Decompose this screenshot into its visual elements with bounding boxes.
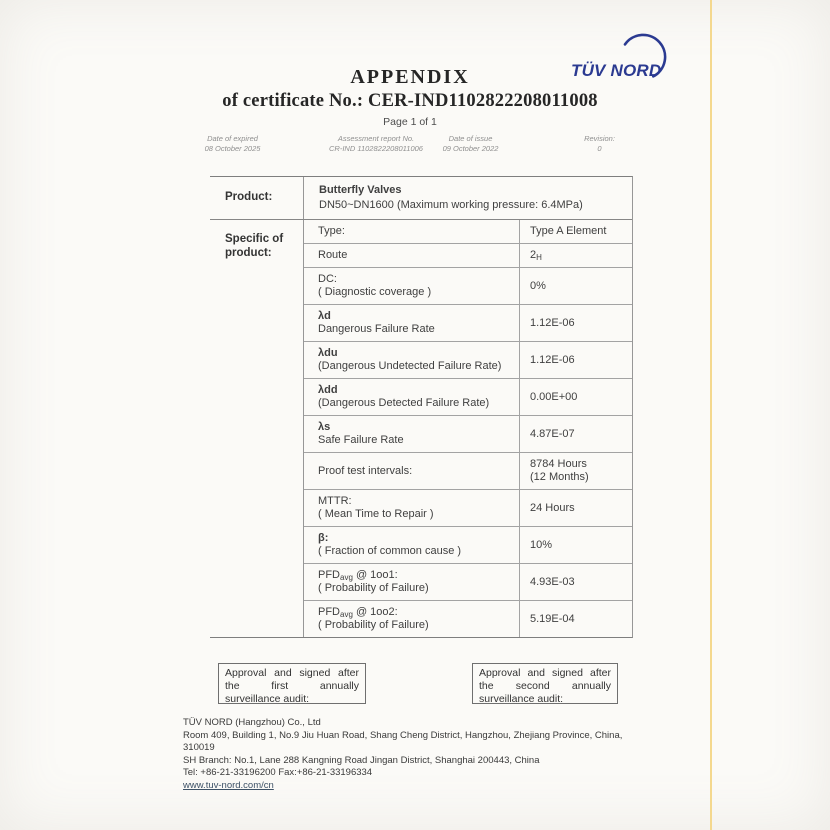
param-desc: ( Probability of Failure) [318,619,429,631]
param-cell [304,220,519,243]
param-desc: ( Mean Time to Repair ) [318,508,434,520]
param-cell [304,601,519,637]
spec-rows [303,220,632,637]
table-row [304,379,632,416]
table-row [304,268,632,305]
value-text: Type A Element [530,225,607,237]
meta-revision [542,134,657,153]
value-text: 0.00E+00 [530,390,578,403]
value-cell [519,342,632,378]
meta-date-expired [170,134,295,153]
param-desc: (Dangerous Undetected Failure Rate) [318,360,502,372]
param-desc: ( Probability of Failure) [318,582,429,594]
value-cell [519,601,632,637]
param-cell [304,244,519,267]
product-description: DN50~DN1600 (Maximum working pressure: 6.4MPa) [319,199,583,211]
param-desc: Dangerous Failure Rate [318,323,435,335]
param-name: $PFD_{avg}$ @ 1oo1: [318,569,398,582]
value-cell [519,490,632,526]
page-number: Page 1 of 1 [383,116,437,128]
product-cell [303,177,632,219]
logo-text: TÜV NORD [571,61,662,80]
approval-box-second-audit: Approval and signed after the second annually surveillance audit: [472,663,618,704]
appendix-title: APPENDIX [350,66,470,88]
param-desc: Safe Failure Rate [318,434,404,446]
table-row [304,490,632,527]
param-name: Type: [318,225,345,237]
param-cell [304,416,519,452]
specific-label: Specific of product: [225,233,284,259]
meta-value: CR-IND 1102822208011006 [329,143,423,153]
footer [183,717,643,793]
footer-website-link[interactable]: www.tuv-nord.com/cn [183,779,274,791]
footer-phone: Tel: +86-21-33196200 Fax:+86-21-33196334 [183,767,373,779]
param-cell [304,305,519,341]
meta-date-issue [408,134,533,153]
param-cell [304,268,519,304]
value-text: 0% [530,279,546,292]
scan-artifact-line [710,0,712,830]
product-name: Butterfly Valves [319,184,402,196]
meta-label: Assessment report No. [337,134,415,143]
footer-address-2: SH Branch: No.1, Lane 288 Kangning Road Jingan District, Shanghai 200443, China [183,754,540,766]
param-cell [304,564,519,600]
specific-section [210,220,632,637]
param-name: $PFD_{avg}$ @ 1oo2: [318,606,398,619]
value-text: 8784 Hours [530,458,587,470]
footer-address-1: Room 409, Building 1, No.9 Jiu Huan Road, Shang Cheng District, Hangzhou, Zhejiang Province, China, 310019 [183,729,623,754]
param-name: β: [318,532,329,544]
param-desc: ( Diagnostic coverage ) [318,286,432,298]
table-row [304,601,632,637]
value-text: 10% [530,538,553,551]
title-block [150,66,670,128]
value-cell [519,305,632,341]
table-row [304,305,632,342]
value-cell [519,453,632,489]
param-name: Proof test intervals: [318,464,413,477]
value-text: 24 Hours [530,501,575,514]
value-text: 4.87E-07 [530,427,575,440]
table-row [304,220,632,244]
value-text: 1.12E-06 [530,316,575,329]
param-desc: (Dangerous Detected Failure Rate) [318,397,490,409]
meta-label: Date of issue [448,134,493,143]
param-cell [304,527,519,563]
table-row [304,527,632,564]
param-name: λdu [318,347,338,359]
param-name: λd [318,310,331,322]
table-row [304,416,632,453]
param-cell [304,379,519,415]
param-desc: ( Fraction of common cause ) [318,545,462,557]
product-section [210,177,632,220]
table-row [304,244,632,268]
product-data-table [210,176,633,638]
value-text: 1.12E-06 [530,353,575,366]
meta-label: Revision: [584,134,615,143]
param-cell [304,490,519,526]
param-name: MTTR: [318,495,352,507]
value-text: $2_H$ [530,249,542,262]
approval-box-first-audit: Approval and signed after the first annually surveillance audit: [218,663,366,704]
param-name: λs [318,421,331,433]
param-cell [304,453,519,489]
table-row [304,342,632,379]
meta-value: 09 October 2022 [442,143,499,153]
value-cell [519,527,632,563]
param-name: DC: [318,273,337,285]
value-cell [519,564,632,600]
meta-value: 08 October 2025 [204,143,261,153]
product-label: Product: [225,191,273,204]
param-cell [304,342,519,378]
value-cell [519,220,632,243]
value-cell [519,244,632,267]
value-cell [519,268,632,304]
table-row [304,564,632,601]
meta-label: Date of expired [207,134,258,143]
param-name: Route [318,249,348,261]
value-text: 4.93E-03 [530,575,575,588]
meta-value: 0 [597,143,602,153]
value-cell [519,379,632,415]
certificate-number-subtitle: of certificate No.: CER-IND1102822208011008 [222,91,598,111]
table-row [304,453,632,490]
value-text-2: (12 Months) [530,471,589,483]
param-name: λdd [318,384,338,396]
footer-company: TÜV NORD (Hangzhou) Co., Ltd [183,717,321,728]
value-cell [519,416,632,452]
value-text: 5.19E-04 [530,612,575,625]
